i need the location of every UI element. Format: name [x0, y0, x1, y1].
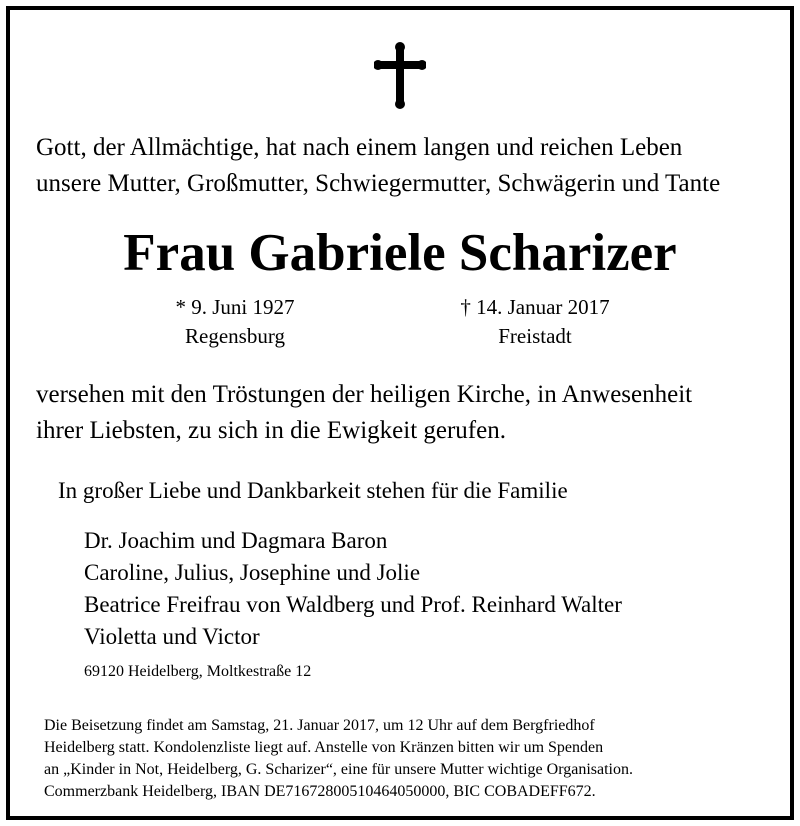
notice-line: Commerzbank Heidelberg, IBAN DE71672800510464050000, BIC COBADEFF672.	[44, 783, 596, 800]
family-address: 69120 Heidelberg, Moltkestraße 12	[84, 663, 312, 680]
birth-place: Regensburg	[185, 324, 285, 348]
deceased-name: Frau Gabriele Scharizer	[123, 224, 677, 282]
mourner-name: Violetta und Victor	[84, 624, 260, 649]
mourners-heading: In großer Liebe und Dankbarkeit stehen für die Familie	[58, 478, 568, 503]
funeral-notice	[44, 715, 633, 803]
notice-line: Die Beisetzung findet am Samstag, 21. Januar 2017, um 12 Uhr auf dem Bergfriedhof	[44, 717, 595, 734]
latin-cross-icon	[374, 42, 426, 110]
passage-text	[36, 377, 692, 449]
mourner-name: Beatrice Freifrau von Waldberg und Prof. Reinhard Walter	[84, 592, 622, 617]
death-date: † 14. Januar 2017	[460, 295, 610, 319]
birth-date: * 9. Juni 1927	[175, 295, 295, 319]
notice-line: Heidelberg statt. Kondolenzliste liegt auf. Anstelle von Kränzen bitten wir um Spenden	[44, 739, 604, 756]
birth-info	[160, 293, 310, 351]
death-info	[440, 293, 630, 351]
mourner-name: Dr. Joachim und Dagmara Baron	[84, 528, 388, 553]
death-place: Freistadt	[498, 324, 572, 348]
passage-line: versehen mit den Tröstungen der heiligen Kirche, in Anwesenheit	[36, 381, 693, 408]
notice-line: an „Kinder in Not, Heidelberg, G. Scharizer“, eine für unsere Mutter wichtige Organisation.	[44, 761, 633, 778]
mourners-list	[84, 525, 622, 653]
passage-line: ihrer Liebsten, zu sich in die Ewigkeit gerufen.	[36, 417, 506, 444]
intro-text	[36, 130, 720, 202]
intro-line: Gott, der Allmächtige, hat nach einem langen und reichen Leben	[36, 134, 683, 161]
mourner-name: Caroline, Julius, Josephine und Jolie	[84, 560, 421, 585]
intro-line: unsere Mutter, Großmutter, Schwiegermutter, Schwägerin und Tante	[36, 170, 721, 197]
